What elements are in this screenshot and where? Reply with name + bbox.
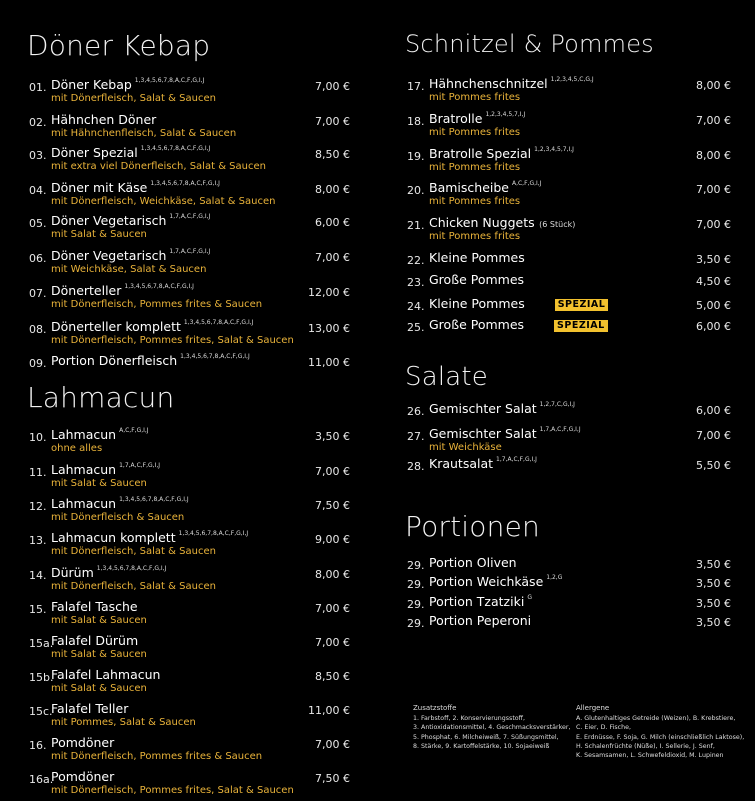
item-number: 29. — [407, 617, 425, 630]
item-title: Große Pommes — [429, 272, 525, 287]
item-title: Dönerteller komplett — [51, 319, 181, 334]
item-description: ohne alles — [51, 443, 103, 454]
item-price: 3,50 € — [315, 430, 350, 443]
item-name — [429, 146, 574, 161]
item-title: Dürüm — [51, 565, 94, 580]
allergen-codes: 1,7,A,C,F,G,I,J — [169, 248, 211, 255]
item-title: Gemischter Salat — [429, 426, 537, 441]
allergen-codes: A,C,F,G,I,J — [119, 427, 149, 434]
item-price: 3,50 € — [696, 558, 731, 571]
item-title: Döner Vegetarisch — [51, 248, 167, 263]
item-title: Lahmacun komplett — [51, 530, 176, 545]
item-price: 11,00 € — [308, 704, 350, 717]
allergen-codes: G — [527, 594, 532, 601]
item-number: 11. — [29, 466, 47, 479]
item-description: mit Weichkäse — [429, 442, 502, 453]
item-name — [429, 456, 537, 471]
item-title: Falafel Tasche — [51, 599, 138, 614]
allergene-lines — [576, 714, 744, 760]
item-price: 7,00 € — [696, 429, 731, 442]
item-title: Hähnchen Döner — [51, 112, 157, 127]
item-name — [51, 769, 114, 784]
item-price: 11,00 € — [308, 356, 350, 369]
item-name — [429, 594, 532, 609]
item-title: Falafel Lahmacun — [51, 667, 161, 682]
item-number: 23. — [407, 276, 425, 289]
zusatzstoffe-title: Zusatzstoffe — [413, 704, 457, 712]
item-title: Bratrolle Spezial — [429, 146, 532, 161]
item-price: 8,00 € — [696, 79, 731, 92]
item-price: 6,00 € — [696, 320, 731, 333]
item-description: mit Dönerfleisch, Salat & Saucen — [51, 546, 216, 557]
allergen-codes: 1,3,4,5,6,7,8,A,C,F,G,I,J — [178, 530, 249, 537]
item-number: 18. — [407, 115, 425, 128]
item-number: 01. — [29, 81, 47, 94]
allergen-codes: 1,3,4,5,6,7,8,A,C,F,G,I,J — [119, 496, 189, 503]
item-price: 3,50 € — [696, 577, 731, 590]
item-description: mit Pommes frites — [429, 231, 521, 242]
section-title-doner: Döner Kebap — [27, 29, 211, 62]
allergen-codes: 1,2,7,C,G,I,J — [539, 401, 575, 408]
item-price: 6,00 € — [315, 216, 350, 229]
legend-line: 5. Phosphat, 6. Milcheiweiß, 7. Süßungsmittel, — [413, 733, 559, 741]
item-title: Chicken Nuggets — [429, 215, 535, 230]
item-description: mit Dönerfleisch & Saucen — [51, 512, 185, 523]
item-number: 26. — [407, 405, 425, 418]
item-description: mit Salat & Saucen — [51, 683, 147, 694]
item-title: Krautsalat — [429, 456, 494, 471]
section-title-lahmacun: Lahmacun — [27, 381, 175, 414]
allergen-codes: 1,3,4,5,6,7,8,A,C,F,G,I,J — [150, 180, 220, 187]
item-price: 9,00 € — [315, 533, 350, 546]
item-number: 16a. — [29, 773, 54, 786]
item-price: 8,00 € — [696, 149, 731, 162]
item-number: 17. — [407, 80, 425, 93]
item-number: 28. — [407, 460, 425, 473]
allergen-codes: 1,3,4,5,6,7,8,A,C,F,G,I,J — [134, 77, 205, 84]
item-price: 7,00 € — [696, 183, 731, 196]
item-title: Kleine Pommes — [429, 250, 525, 265]
item-price: 7,00 € — [315, 738, 350, 751]
allergen-codes: 1,2,3,4,5,C,G,J — [550, 76, 594, 83]
item-price: 5,00 € — [696, 299, 731, 312]
item-description: mit Pommes frites — [429, 196, 521, 207]
item-description: mit Hähnchenfleisch, Salat & Saucen — [51, 128, 237, 139]
item-name — [429, 180, 541, 195]
allergen-codes: A,C,F,G,I,J — [511, 180, 542, 187]
item-title: Pomdöner — [51, 735, 115, 750]
item-price: 3,50 € — [696, 597, 731, 610]
item-number: 21. — [407, 219, 425, 232]
item-title: Döner mit Käse — [51, 180, 148, 195]
item-description: mit Pommes frites — [429, 127, 521, 138]
item-number: 03. — [29, 149, 47, 162]
item-title: Portion Oliven — [429, 555, 517, 570]
item-number: 09. — [29, 357, 47, 370]
item-description: mit Pommes frites — [429, 162, 521, 173]
item-price: 7,00 € — [696, 218, 731, 231]
item-price: 7,00 € — [696, 114, 731, 127]
item-number: 06. — [29, 252, 47, 265]
allergen-codes: 1,2,3,4,5,7,I,J — [534, 146, 574, 153]
item-price: 7,50 € — [315, 499, 350, 512]
item-price: 3,50 € — [696, 616, 731, 629]
item-title: Lahmacun — [51, 496, 117, 511]
item-name — [429, 111, 525, 126]
zusatzstoffe-legend — [413, 704, 570, 751]
legend-line: K. Sesamsamen, L. Schwefeldioxid, M. Lupinen — [576, 752, 724, 760]
item-description: mit Dönerfleisch, Weichkäse, Salat & Saucen — [51, 196, 276, 207]
item-name — [51, 180, 220, 195]
item-title: Bratrolle — [429, 111, 483, 126]
item-description: mit Dönerfleisch, Salat & Saucen — [51, 93, 216, 104]
item-name — [51, 213, 210, 228]
item-title: Portion Weichkäse — [429, 574, 544, 589]
item-description: mit Weichkäse, Salat & Saucen — [51, 264, 207, 275]
item-name — [429, 426, 581, 441]
item-number: 29. — [407, 598, 425, 611]
item-name — [429, 296, 608, 311]
item-price: 7,00 € — [315, 80, 350, 93]
item-name — [51, 633, 138, 648]
item-name — [51, 283, 194, 298]
item-description: mit Pommes, Salat & Saucen — [51, 717, 196, 728]
item-name — [429, 250, 525, 265]
item-name — [51, 530, 248, 545]
item-number: 15. — [29, 603, 47, 616]
item-title: Dönerteller — [51, 283, 122, 298]
item-description: mit Dönerfleisch, Pommes frites & Saucen — [51, 299, 263, 310]
item-name — [51, 145, 210, 160]
allergene-title: Allergene — [576, 704, 610, 712]
item-description: mit Salat & Saucen — [51, 478, 147, 489]
item-number: 16. — [29, 739, 47, 752]
item-title: Falafel Teller — [51, 701, 129, 716]
item-name — [429, 317, 608, 332]
item-title: Döner Spezial — [51, 145, 138, 160]
item-price: 7,50 € — [315, 772, 350, 785]
item-title: Portion Peperoni — [429, 613, 532, 628]
legend-line: 3. Antioxidationsmittel, 4. Geschmacksverstärker, — [413, 724, 571, 732]
item-number: 24. — [407, 300, 425, 313]
item-description: mit Dönerfleisch, Pommes frites, Salat & Saucen — [51, 785, 294, 796]
item-title: Gemischter Salat — [429, 401, 537, 416]
spezial-badge: SPEZIAL — [555, 299, 609, 311]
item-price: 7,00 € — [315, 115, 350, 128]
zusatzstoffe-lines — [413, 714, 570, 751]
item-number: 19. — [407, 150, 425, 163]
legend-line: H. Schalenfrüchte (Nüße), I. Sellerie, J. Senf, — [576, 742, 715, 750]
item-price: 5,50 € — [696, 459, 731, 472]
item-number: 04. — [29, 184, 47, 197]
item-number: 05. — [29, 217, 47, 230]
allergen-codes: 1,3,4,5,6,7,8,A,C,F,G,I,J — [140, 145, 211, 152]
item-description: mit extra viel Dönerfleisch, Salat & Saucen — [51, 161, 266, 172]
item-price: 8,50 € — [315, 670, 350, 683]
item-number: 10. — [29, 431, 47, 444]
allergen-codes: 1,7,A,C,F,G,I,J — [539, 426, 581, 433]
item-number: 15c. — [29, 705, 53, 718]
item-description: mit Salat & Saucen — [51, 615, 147, 626]
allergen-codes: 1,7,A,C,F,G,I,J — [169, 213, 211, 220]
item-description: mit Dönerfleisch, Pommes frites, Salat & Saucen — [51, 335, 294, 346]
item-description: mit Salat & Saucen — [51, 649, 147, 660]
legend-line: E. Erdnüsse, F. Soja, G. Milch (einschließlich Laktose), — [576, 733, 745, 741]
item-name — [51, 667, 160, 682]
item-title: Lahmacun — [51, 462, 117, 477]
item-description: mit Pommes frites — [429, 92, 521, 103]
item-name — [51, 599, 138, 614]
item-price: 7,00 € — [315, 636, 350, 649]
item-name — [51, 701, 128, 716]
item-number: 25. — [407, 321, 425, 334]
item-title: Portion Tzatziki — [429, 594, 525, 609]
item-name — [51, 462, 160, 477]
allergen-codes: 1,2,3,4,5,7,I,J — [485, 111, 526, 118]
item-name — [51, 565, 166, 580]
item-title: Bamischeibe — [429, 180, 509, 195]
allergen-codes: 1,3,4,5,6,7,8,A,C,F,G,I,J — [183, 319, 254, 326]
item-number: 14. — [29, 569, 47, 582]
item-name — [429, 613, 531, 628]
item-price: 4,50 € — [696, 275, 731, 288]
item-name — [51, 353, 250, 368]
legend-line: A. Glutenhaltiges Getreide (Weizen), B. Krebstiere, — [576, 715, 736, 723]
item-name — [51, 112, 156, 127]
item-price: 13,00 € — [308, 322, 350, 335]
item-name — [429, 76, 594, 91]
allergen-codes: 1,3,4,5,6,7,8,A,C,F,G,I,J — [96, 565, 167, 572]
allergen-codes: 1,7,A,C,F,G,I,J — [496, 456, 537, 463]
item-description: mit Salat & Saucen — [51, 229, 147, 240]
item-title: Döner Kebap — [51, 77, 132, 92]
item-price: 8,50 € — [315, 148, 350, 161]
item-price: 8,00 € — [315, 568, 350, 581]
allergen-codes: 1,2,G — [546, 574, 563, 581]
item-name — [51, 77, 204, 92]
allergen-codes: 1,7,A,C,F,G,I,J — [119, 462, 161, 469]
item-name — [429, 215, 575, 230]
item-price: 12,00 € — [308, 286, 350, 299]
item-name — [51, 496, 189, 511]
item-price: 7,00 € — [315, 602, 350, 615]
item-number: 12. — [29, 500, 47, 513]
allergen-codes: 1,3,4,5,6,7,8,A,C,F,G,I,J — [124, 283, 194, 290]
item-name — [51, 735, 114, 750]
item-description: mit Dönerfleisch, Salat & Saucen — [51, 581, 216, 592]
item-number: 29. — [407, 559, 425, 572]
item-price: 7,00 € — [315, 251, 350, 264]
item-number: 02. — [29, 116, 47, 129]
item-title: Döner Vegetarisch — [51, 213, 167, 228]
item-number: 15a. — [29, 637, 54, 650]
legend-line: 1. Farbstoff, 2. Konservierungsstoff, — [413, 715, 525, 723]
item-description: mit Dönerfleisch, Pommes frites & Saucen — [51, 751, 263, 762]
item-price: 8,00 € — [315, 183, 350, 196]
item-title: Lahmacun — [51, 427, 117, 442]
item-title: Große Pommes — [429, 317, 525, 332]
item-number: 29. — [407, 578, 425, 591]
item-number: 27. — [407, 430, 425, 443]
item-title: Falafel Dürüm — [51, 633, 139, 648]
item-name — [429, 574, 562, 589]
legend-line: C. Eier, D. Fische, — [576, 724, 631, 732]
item-name — [429, 272, 524, 287]
allergene-legend — [576, 704, 744, 760]
spezial-badge: SPEZIAL — [554, 320, 608, 332]
item-price: 6,00 € — [696, 404, 731, 417]
item-price: 7,00 € — [315, 465, 350, 478]
item-name — [429, 555, 517, 570]
section-title-portionen: Portionen — [405, 510, 540, 543]
section-title-schnitzel: Schnitzel & Pommes — [405, 30, 654, 58]
item-number: 13. — [29, 534, 47, 547]
item-number: 20. — [407, 184, 425, 197]
item-number: 08. — [29, 323, 47, 336]
item-title: Portion Dönerfleisch — [51, 353, 178, 368]
item-name — [429, 401, 575, 416]
allergen-codes: 1,3,4,5,6,7,8,A,C,F,G,I,J — [180, 353, 250, 360]
item-name — [51, 319, 253, 334]
item-number: 15b. — [29, 671, 54, 684]
item-price: 3,50 € — [696, 253, 731, 266]
item-title: Pomdöner — [51, 769, 115, 784]
legend-line: 8. Stärke, 9. Kartoffelstärke, 10. Sojaeiweiß — [413, 742, 550, 750]
item-name — [51, 427, 149, 442]
item-title: Hähnchenschnitzel — [429, 76, 548, 91]
item-title: Kleine Pommes — [429, 296, 525, 311]
item-number: 07. — [29, 287, 47, 300]
item-number: 22. — [407, 254, 425, 267]
section-title-salate: Salate — [405, 362, 488, 392]
item-quantity: (6 Stück) — [536, 220, 576, 229]
item-name — [51, 248, 210, 263]
